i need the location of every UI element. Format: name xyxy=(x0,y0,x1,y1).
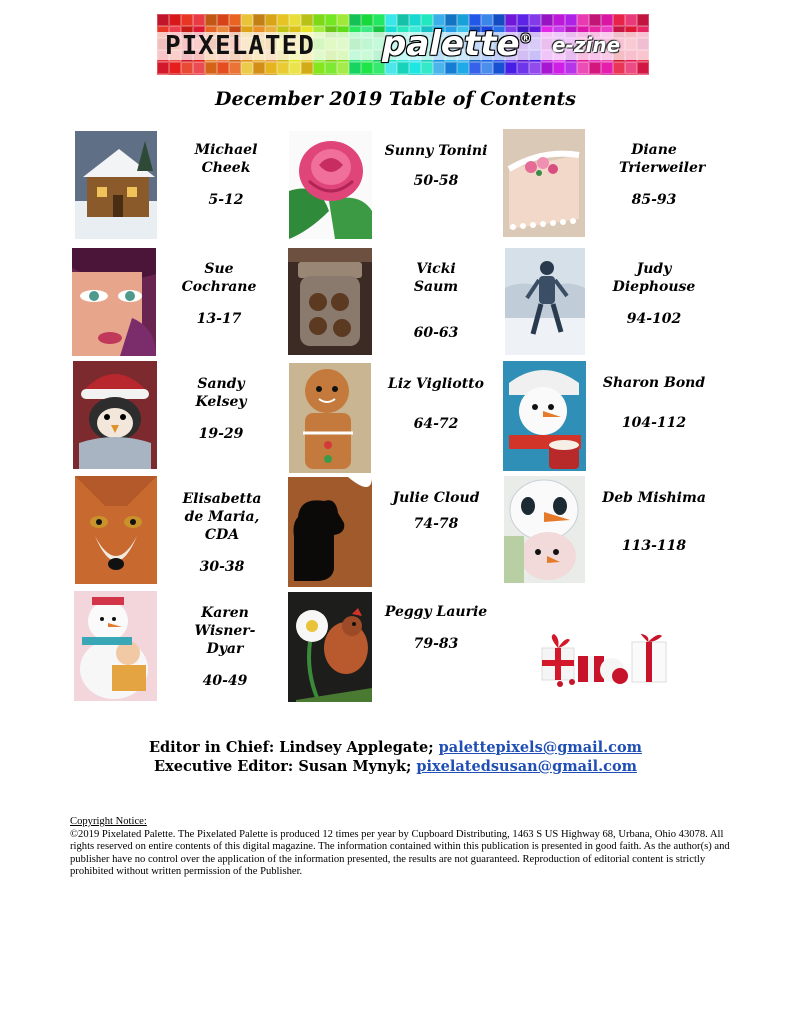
mosaic-tile xyxy=(217,74,229,75)
toc-entry-elisabetta-de-maria xyxy=(163,490,281,576)
mosaic-tile xyxy=(301,14,313,26)
mosaic-tile xyxy=(313,74,325,75)
thumb-fox xyxy=(75,476,157,584)
artist-name: Sharon Bond xyxy=(602,375,706,391)
mosaic-tile xyxy=(409,74,421,75)
mosaic-tile xyxy=(277,14,289,26)
artist-name: Judy Diephouse xyxy=(612,261,696,295)
mosaic-tile xyxy=(613,14,625,26)
mosaic-tile xyxy=(277,62,289,74)
mosaic-tile xyxy=(565,62,577,74)
thumb-floral-cake xyxy=(503,129,585,237)
thumb-cookie-jar xyxy=(288,248,372,355)
mosaic-tile xyxy=(505,74,517,75)
mosaic-tile xyxy=(541,62,553,74)
mosaic-tile xyxy=(445,74,457,75)
mosaic-tile xyxy=(313,14,325,26)
mosaic-tile xyxy=(589,74,601,75)
mosaic-tile xyxy=(601,74,613,75)
mosaic-tile xyxy=(301,62,313,74)
mosaic-tile xyxy=(361,14,373,26)
mosaic-tile xyxy=(157,14,169,26)
logo-word-ezine: e-zine xyxy=(552,33,621,57)
mosaic-tile xyxy=(577,62,589,74)
toc-entry-michael-cheek xyxy=(167,141,285,209)
artist-name: Diane Trierweiler xyxy=(619,142,706,176)
mosaic-tile xyxy=(589,14,601,26)
gift-boxes-image xyxy=(538,634,672,688)
mosaic-tile xyxy=(601,62,613,74)
mosaic-tile xyxy=(493,74,505,75)
thumb-woman-face xyxy=(72,248,156,356)
thumb-hen-flower xyxy=(288,592,372,702)
page-range: 94-102 xyxy=(626,311,682,327)
mosaic-tile xyxy=(181,74,193,75)
mosaic-tile xyxy=(553,62,565,74)
mosaic-tile xyxy=(265,62,277,74)
thumb-snowman-child xyxy=(74,591,157,701)
page-range: 104-112 xyxy=(621,415,687,431)
mosaic-tile xyxy=(193,14,205,26)
mosaic-tile xyxy=(457,74,469,75)
masthead-banner xyxy=(157,14,649,75)
mosaic-tile xyxy=(253,74,265,75)
artist-name: Sandy Kelsey xyxy=(195,376,247,410)
mosaic-tile xyxy=(313,62,325,74)
artist-name: Michael Cheek xyxy=(194,142,258,176)
mosaic-tile xyxy=(625,14,637,26)
editors-block xyxy=(0,738,791,776)
mosaic-tile xyxy=(289,74,301,75)
artist-name: Sunny Tonini xyxy=(384,143,488,159)
mosaic-tile xyxy=(157,74,169,75)
thumb-pink-rose xyxy=(289,131,372,239)
mosaic-tile xyxy=(229,62,241,74)
page-range: 74-78 xyxy=(413,516,459,532)
thumb-ice-skater xyxy=(505,248,585,355)
toc-entry-sunny-tonini xyxy=(377,142,495,190)
mosaic-tile xyxy=(385,74,397,75)
editor-in-chief-line xyxy=(0,738,791,757)
page-range: 60-63 xyxy=(413,325,459,341)
mosaic-tile xyxy=(229,74,241,75)
mosaic-tile xyxy=(613,74,625,75)
mosaic-tile xyxy=(169,62,181,74)
mosaic-tile xyxy=(337,14,349,26)
mosaic-tile xyxy=(229,14,241,26)
mosaic-tile xyxy=(637,74,649,75)
toc-entry-sue-cochrane xyxy=(160,260,278,328)
mosaic-tile xyxy=(241,74,253,75)
mosaic-tile xyxy=(217,62,229,74)
mosaic-tile xyxy=(625,62,637,74)
page-range: 79-83 xyxy=(413,636,459,652)
mosaic-tile xyxy=(433,74,445,75)
artist-name: Sue Cochrane xyxy=(181,261,257,295)
mosaic-tile xyxy=(553,14,565,26)
mosaic-tile xyxy=(541,14,553,26)
page-range: 5-12 xyxy=(208,192,244,208)
mosaic-tile xyxy=(193,74,205,75)
copyright-heading: Copyright Notice: xyxy=(70,816,147,827)
mosaic-tile xyxy=(181,14,193,26)
registered-mark: ® xyxy=(519,31,532,46)
copyright-body: ©2019 Pixelated Palette. The Pixelated Palette is produced 12 times per year by Cupboard Distributing, 1463 S US Highway 68, Urbana, Ohio 43078. All rights reserved on entire contents of this digital magazine. The information contained within this publication is presented in good faith. As the author(s) and publisher have no control over the application of the information presented, the results are not guaranteed. Reproduction of editorial content is strictly prohibited without written permission of the Publisher. xyxy=(70,828,730,878)
copyright-notice xyxy=(70,816,730,879)
artist-name: Karen Wisner-Dyar xyxy=(194,605,256,657)
mosaic-tile xyxy=(289,62,301,74)
page-title: December 2019 Table of Contents xyxy=(215,88,576,110)
mosaic-tile xyxy=(373,74,385,75)
mosaic-tile xyxy=(601,14,613,26)
mosaic-tile xyxy=(169,74,181,75)
executive-editor-label: Executive Editor: Susan Mynyk; xyxy=(154,758,417,775)
page-range: 85-93 xyxy=(631,192,677,208)
toc-entry-sandy-kelsey xyxy=(162,375,280,443)
page-range: 13-17 xyxy=(196,311,242,327)
mosaic-tile xyxy=(565,74,577,75)
mosaic-tile xyxy=(553,74,565,75)
artist-name: Peggy Laurie xyxy=(384,604,488,620)
mosaic-tile xyxy=(481,74,493,75)
toc-entry-julie-cloud xyxy=(377,489,495,533)
mosaic-tile xyxy=(517,74,529,75)
artist-name: Elisabetta de Maria, CDA xyxy=(182,491,262,543)
mosaic-tile xyxy=(577,74,589,75)
mosaic-tile xyxy=(589,62,601,74)
mosaic-tile xyxy=(469,74,481,75)
artist-name: Julie Cloud xyxy=(392,490,480,506)
editor-in-chief-label: Editor in Chief: Lindsey Applegate; xyxy=(148,739,439,756)
mosaic-tile xyxy=(337,74,349,75)
mosaic-tile xyxy=(301,74,313,75)
thumb-snowman-cocoa xyxy=(503,361,586,471)
executive-editor-email-link[interactable]: pixelatedsusan@gmail.com xyxy=(416,758,637,775)
editor-in-chief-email-link[interactable]: palettepixels@gmail.com xyxy=(438,739,643,756)
mosaic-tile xyxy=(205,74,217,75)
mosaic-tile xyxy=(625,74,637,75)
toc-entry-liz-vigliotto xyxy=(377,375,495,433)
thumb-snowman-faces xyxy=(504,476,585,583)
mosaic-tile xyxy=(241,62,253,74)
artist-name: Deb Mishima xyxy=(602,490,706,506)
mosaic-tile xyxy=(397,74,409,75)
mosaic-tile xyxy=(349,62,361,74)
thumb-penguin xyxy=(73,361,157,469)
artist-name: Liz Vigliotto xyxy=(388,376,484,392)
logo-word-pixelated: PIXELATED xyxy=(165,31,315,61)
toc-entry-diane-trierweiler xyxy=(595,141,713,209)
toc-entry-karen-wisner-dyar xyxy=(166,604,284,690)
mosaic-tile xyxy=(253,62,265,74)
thumb-gingerbread-girl xyxy=(289,363,371,473)
page-range: 19-29 xyxy=(198,426,244,442)
mosaic-tile xyxy=(277,74,289,75)
mosaic-tile xyxy=(565,14,577,26)
toc-entry-deb-mishima xyxy=(595,489,713,555)
mosaic-tile xyxy=(193,62,205,74)
mosaic-tile xyxy=(157,62,169,74)
page-range: 40-49 xyxy=(202,673,248,689)
mosaic-tile xyxy=(349,14,361,26)
mosaic-tile xyxy=(337,62,349,74)
mosaic-tile xyxy=(421,74,433,75)
executive-editor-line xyxy=(0,757,791,776)
page-range: 113-118 xyxy=(621,538,687,554)
artist-name: Vicki Saum xyxy=(413,261,459,295)
mosaic-tile xyxy=(253,14,265,26)
mosaic-tile xyxy=(361,74,373,75)
thumb-snowy-cabin xyxy=(75,131,157,239)
mosaic-tile xyxy=(613,62,625,74)
mosaic-tile xyxy=(205,14,217,26)
mosaic-tile xyxy=(349,74,361,75)
mosaic-tile xyxy=(325,74,337,75)
mosaic-tile xyxy=(289,14,301,26)
toc-entry-vicki-saum xyxy=(377,260,495,342)
mosaic-tile xyxy=(205,62,217,74)
mosaic-tile xyxy=(529,74,541,75)
mosaic-tile xyxy=(325,62,337,74)
mosaic-tile xyxy=(181,62,193,74)
toc-entry-sharon-bond xyxy=(595,374,713,432)
thumb-dog-silhouette xyxy=(288,477,372,587)
mosaic-tile xyxy=(325,14,337,26)
logo-palette-text: palette xyxy=(382,24,520,64)
mosaic-tile xyxy=(577,14,589,26)
page-range: 50-58 xyxy=(413,173,459,189)
toc-entry-peggy-laurie xyxy=(377,603,495,653)
mosaic-tile xyxy=(361,62,373,74)
mosaic-tile xyxy=(169,14,181,26)
toc-entry-judy-diephouse xyxy=(595,260,713,328)
mosaic-tile xyxy=(637,14,649,26)
mosaic-tile xyxy=(241,14,253,26)
page-range: 30-38 xyxy=(199,559,245,575)
mosaic-tile xyxy=(265,14,277,26)
mosaic-tile xyxy=(637,62,649,74)
mosaic-tile xyxy=(217,14,229,26)
mosaic-tile xyxy=(265,74,277,75)
logo-word-palette xyxy=(382,24,532,64)
mosaic-tile xyxy=(541,74,553,75)
page-range: 64-72 xyxy=(413,416,459,432)
